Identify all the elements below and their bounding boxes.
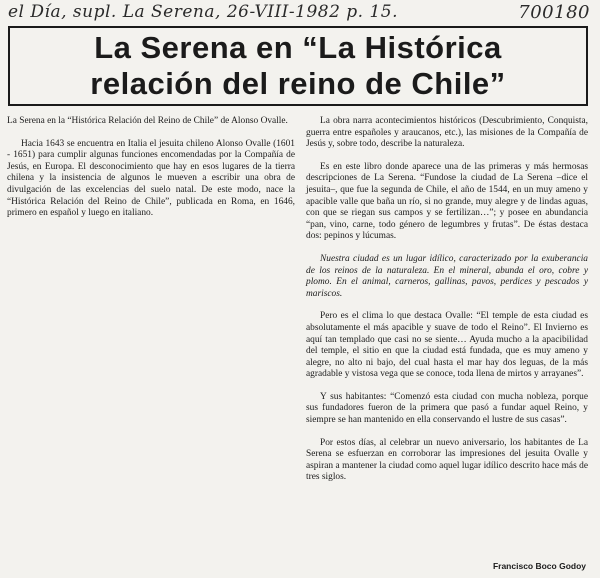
handwritten-source-note: el Día, supl. La Serena, 26-VIII-1982 p. 15. — [8, 2, 399, 22]
headline-line-2: relación del reino de Chile” — [90, 66, 506, 101]
article-paragraph: Hacia 1643 se encuentra en Italia el jesuita chileno Alonso Ovalle (1601 - 1651) para cumplir algunas funciones encomendadas por la Compañía de Jesús, en Europa. El desconocimiento que hay en esos lugares de la tierra chilena y la insistencia de algunos le mueven a escribir una obra de divulgación de las excelencias del suelo natal. De este modo, nace la “Histórica Relación del Reino de Chile”, publicada en Roma, en 1646, primero en español y luego en italiano. — [7, 138, 295, 219]
article-caption: La Serena en la “Histórica Relación del Reino de Chile” de Alonso Ovalle. — [7, 116, 288, 126]
author-byline: Francisco Boco Godoy — [492, 561, 586, 571]
article-paragraph: La obra narra acontecimientos históricos (Descubrimiento, Conquista, guerra entre españoles y araucanos, etc.), las misiones de la Compañía de Jesús y, sobre todo, describe la naturaleza. — [306, 116, 588, 150]
article-paragraph: Y sus habitantes: “Comenzó esta ciudad con mucha nobleza, porque sus fundadores fueron de la primera que pasó a fundar aquel Reino, y siempre se han mantenido en ella conservando el lustre de sus casas”. — [306, 391, 588, 426]
headline-line-1: La Serena en “La Histórica — [94, 30, 502, 65]
right-column — [306, 116, 588, 495]
headline — [10, 30, 586, 102]
left-column — [7, 116, 295, 231]
handwritten-annotation — [8, 2, 592, 26]
headline-box — [8, 26, 588, 106]
article-paragraph: Nuestra ciudad es un lugar idílico, caracterizado por la exuberancia de los reinos de la naturaleza. En el mineral, abunda el oro, cobre y plomo. En el animal, carneros, gallinas, pavos, perdices y pescados y mariscos. — [306, 253, 588, 299]
article-paragraph: Pero es el clima lo que destaca Ovalle: “El temple de esta ciudad es absolutamente el más apacible y suave de todo el Reino”. El Invierno es aquí tan templado que casi no se siente… Ayuda mucho a la apacibilidad del temple, el sitio en que la ciudad está fundada, que es muy ameno y alegre, no alto ni bajo, del cual hasta el mar hay dos leguas, de la más agradable y vistosa vega que se conoce, toda llena de mirtos y arrayanes”. — [306, 311, 588, 380]
article-paragraph: Es en este libro donde aparece una de las primeras y más hermosas descripciones de La Serena. “Fundose la ciudad de La Serena –dice el jesuita–, que fue la segunda de Chile, el año de 1544, en un muy ameno y apacible valle que baña un río, si no grande, muy alegre y de lindas aguas, con que se riegan sus campos y se fertilizan…”; y posee en abundancia “pan, vino, carne, todo género de legumbres y frutas”. De éstas destaca dos: pepinos y lúcumas. — [306, 161, 588, 242]
article-paragraph: Por estos días, al celebrar un nuevo aniversario, los habitantes de La Serena se esfuerzan en corroborar las impresiones del jesuita Ovalle y aspiran a mantener la ciudad como aquel lugar idílico descrito hace más de tres siglos. — [306, 437, 588, 483]
handwritten-catalog-number: 700180 — [518, 2, 590, 23]
